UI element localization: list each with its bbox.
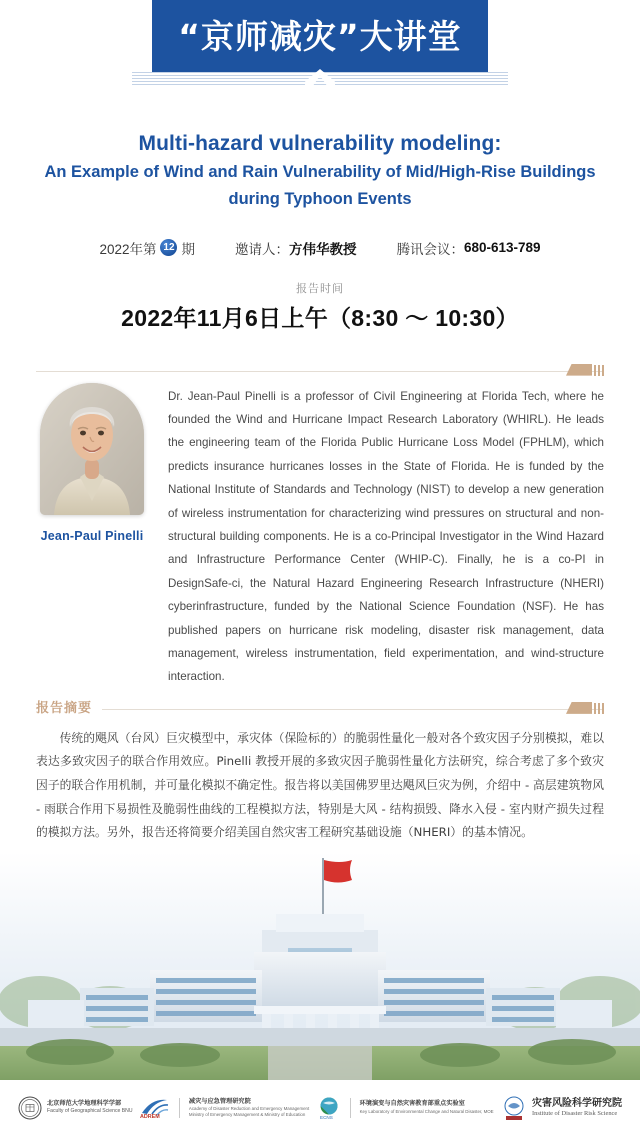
speaker-name: Jean-Paul Pinelli — [40, 528, 144, 543]
banner-box — [152, 0, 488, 72]
abstract-section-rule — [36, 695, 604, 717]
ecnd-globe-icon — [317, 1096, 341, 1120]
parallelogram-icon — [566, 364, 592, 376]
logo-ecnd-lab — [317, 1096, 494, 1120]
date-value: 2022年11月6日上午（8:30 ～ 10:30） — [121, 304, 519, 331]
speaker-section-rule — [36, 357, 604, 379]
header-banner — [0, 0, 640, 88]
logo-en-name: Faculty of Geographical Science BNU — [47, 1108, 133, 1115]
campus-building-photo — [0, 852, 640, 1080]
bar-icon — [598, 703, 600, 714]
inviter-name: 方伟华教授 — [288, 241, 357, 257]
building-illustration-icon — [0, 852, 640, 1080]
logo-divider — [350, 1098, 351, 1118]
issue-prefix: 2022年第 — [99, 241, 157, 257]
bar-icon — [602, 703, 604, 714]
logo-text — [47, 1100, 133, 1115]
parallelogram-icon — [566, 702, 592, 714]
speaker-section — [0, 383, 640, 689]
date-label: 报告时间 — [296, 282, 344, 295]
date-block — [0, 280, 640, 333]
logo-cn-name: 减灾与应急管理研究院 — [188, 1097, 251, 1105]
meta-row — [0, 238, 640, 258]
speaker-identity — [36, 383, 148, 689]
speaker-portrait — [40, 383, 144, 515]
title-sub-line1: An Example of Wind and Rain Vulnerability of Mid/High-Rise Buildings — [44, 162, 596, 181]
issue-number-badge: 12 — [160, 239, 177, 256]
speaker-bio: Dr. Jean-Paul Pinelli is a professor of Civil Engineering at Florida Tech, where he founded the Wind and Hurricane Impact Research Laboratory (WHIRL). He leads the engineering team of the Florida Public Hurricane Loss Model (FPHLM), which predicts insurance hurricanes losses in the State of Florida. He is funded by the National Institute of Standards and Technology (NIST) to develop a new generation of wireless instrumentation for characterizing wind pressures on structural and non-structural building components. He is a co-Principal Investigator in the Wind Hazard and Infrastructure Performance Center (WHIP-C). Finally, he is a co-PI in DesignSafe-ci, the Natural Hazard Engineering Research Infrastructure (NHERI) cyberinfrastructure, funded by the National Science Foundation (NSF). He has published papers on hurricane risk modeling, disaster risk management, data management, wireless instrumentation, field experimentation, and wind-structure interaction. — [168, 389, 604, 684]
title-sub-line2: during Typhoon Events — [228, 189, 412, 208]
logo-cn-name: 环境演变与自然灾害教育部重点实验室 — [359, 1100, 465, 1108]
logo-text — [532, 1097, 622, 1118]
logo-en-name: Academy of Disaster Reduction and Emergency Management — [188, 1105, 310, 1111]
logo-en-name: Key Laboratory of Environmental Change and Natural Disaster, MOE — [359, 1108, 494, 1114]
portrait-illustration-icon — [40, 383, 144, 515]
logo-en-name: Institute of Disaster Risk Science — [532, 1109, 618, 1117]
rule-line — [36, 709, 604, 710]
bar-icon — [594, 365, 596, 376]
bar-icon — [594, 703, 596, 714]
logo-divider — [179, 1098, 180, 1118]
logo-adrem — [140, 1097, 309, 1119]
page-title — [0, 130, 640, 212]
meeting-info — [396, 238, 540, 258]
logo-text — [189, 1098, 309, 1118]
rule-decoration — [566, 362, 604, 376]
meeting-label: 腾讯会议： — [396, 241, 464, 257]
abstract-section — [0, 695, 640, 845]
bnu-seal-icon — [18, 1096, 42, 1120]
inviter-label: 邀请人： — [234, 241, 289, 257]
rule-decoration — [566, 700, 604, 714]
logo-text — [360, 1100, 494, 1114]
bnu-crest-icon — [501, 1095, 527, 1121]
svg-text:ECNS: ECNS — [319, 1114, 333, 1120]
bar-icon — [602, 365, 604, 376]
rule-line — [36, 371, 604, 372]
abstract-body: 传统的飓风（台风）巨灾模型中，承灾体（保险标的）的脆弱性量化一般对各个致灾因子分别模拟，难以表达多致灾因子的联合作用效应。Pinelli 教授开展的多致灾因子脆弱性量化方法研究，综合考虑了多个致灾因子的联合作用机制，并可量化模拟不确定性。报告将以美国佛罗里达飓风巨灾为例，介绍中 - 高层建筑物风 - 雨联合作用下易损性及脆弱性曲线的工程模拟方法，特别是大风 - 结构损毁、降水入侵 - 室内财产损失过程的模拟方法。另外，报告还将简要介绍美国自然灾害工程研究基础设施（NHERI）的基本情况。 — [36, 730, 604, 840]
footer-logos — [0, 1080, 640, 1135]
meeting-id: 680-613-789 — [463, 240, 541, 256]
banner-title: “京师减灾”大讲堂 — [178, 16, 462, 56]
abstract-heading: 报告摘要 — [36, 697, 102, 716]
logo-en-name-2: Ministry of Emergency Management & Ministry of Education — [188, 1111, 306, 1117]
bar-icon — [598, 365, 600, 376]
issue-suffix: 期 — [181, 241, 195, 257]
title-main: Multi-hazard vulnerability modeling: — [138, 132, 502, 155]
adrem-icon — [140, 1097, 170, 1119]
logo-bnu-geography — [18, 1096, 133, 1120]
inviter-info — [235, 238, 357, 258]
svg-text:ADREM: ADREM — [139, 1113, 160, 1119]
logo-disaster-risk-institute — [501, 1095, 622, 1121]
issue-info — [99, 238, 195, 258]
logo-cn-name: 灾害风险科学研究院 — [532, 1097, 622, 1109]
logo-cn-name: 北京师范大学地理科学学部 — [47, 1100, 122, 1108]
